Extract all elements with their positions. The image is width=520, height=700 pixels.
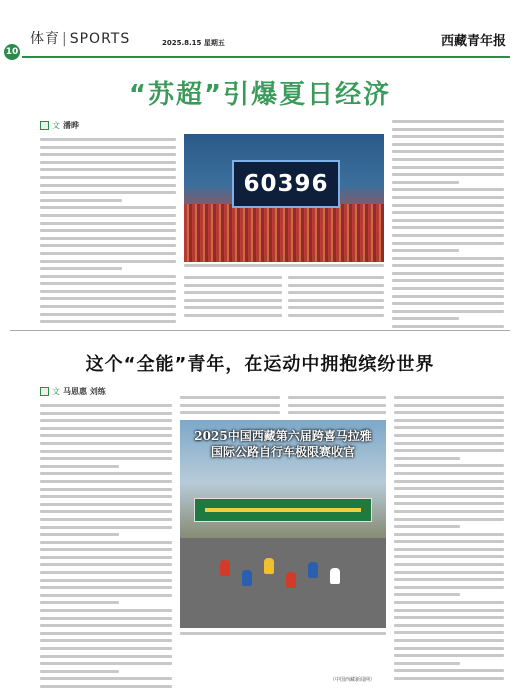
text-line	[392, 150, 504, 153]
text-line	[392, 135, 504, 138]
article2-headline: 这个“全能”青年，在运动中拥抱缤纷世界	[85, 354, 435, 375]
cycling-race-photo	[180, 420, 386, 628]
text-line	[392, 128, 504, 131]
text-line	[40, 214, 176, 217]
text-line	[288, 314, 384, 317]
text-line	[394, 442, 504, 445]
article-divider	[10, 330, 510, 331]
text-line	[394, 510, 504, 513]
text-line	[392, 158, 504, 161]
square-icon	[40, 387, 49, 396]
text-line	[394, 533, 504, 536]
text-line	[40, 434, 172, 437]
article1-headline: “苏超”引爆夏日经济	[128, 80, 392, 110]
text-line	[392, 226, 504, 229]
text-line	[392, 287, 504, 290]
kicker-label: 文	[52, 121, 60, 130]
text-line	[394, 404, 504, 407]
text-line	[392, 219, 504, 222]
text-line	[40, 609, 172, 612]
stadium-photo	[184, 134, 384, 262]
text-line	[40, 412, 172, 415]
section-separator: |	[62, 31, 68, 47]
text-line	[40, 222, 176, 225]
text-line	[288, 284, 384, 287]
text-line	[392, 166, 504, 169]
text-line	[392, 120, 504, 123]
text-line	[288, 396, 386, 399]
article1-column-3	[288, 276, 384, 322]
text-line	[394, 518, 504, 521]
text-line	[40, 563, 172, 566]
text-line	[184, 306, 282, 309]
text-line	[40, 488, 172, 491]
text-line	[40, 601, 119, 604]
stadium-photo-caption	[184, 264, 384, 272]
text-line	[40, 153, 176, 156]
text-line	[394, 495, 504, 498]
text-line	[288, 276, 384, 279]
article1-column-1	[40, 138, 176, 328]
text-line	[394, 472, 504, 475]
section-en: SPORTS	[69, 31, 131, 47]
text-line	[394, 487, 504, 490]
text-line	[184, 291, 282, 294]
section-zh: 体育	[30, 31, 60, 47]
text-line	[394, 449, 504, 452]
text-line	[40, 305, 176, 308]
text-line	[40, 495, 172, 498]
article1-kicker	[40, 120, 79, 131]
article1-column-2	[184, 276, 282, 322]
text-line	[180, 404, 280, 407]
text-line	[288, 299, 384, 302]
text-line	[40, 442, 172, 445]
text-line	[392, 204, 504, 207]
text-line	[392, 173, 504, 176]
text-line	[392, 325, 504, 328]
article2-column-1	[40, 404, 172, 693]
text-line	[394, 677, 504, 680]
text-line	[394, 502, 504, 505]
text-line	[392, 249, 459, 252]
text-line	[394, 647, 504, 650]
text-line	[40, 161, 176, 164]
text-line	[40, 510, 172, 513]
text-line	[40, 639, 172, 642]
text-line	[392, 211, 504, 214]
text-line	[288, 411, 386, 414]
text-line	[392, 234, 504, 237]
text-line	[288, 306, 384, 309]
text-line	[40, 677, 172, 680]
text-line	[394, 434, 504, 437]
article1-column-4	[392, 120, 504, 333]
text-line	[394, 601, 504, 604]
page-header	[0, 0, 520, 60]
photo-credit: （中国西藏新闻网）	[330, 677, 376, 683]
text-line	[40, 419, 172, 422]
text-line	[180, 632, 386, 635]
text-line	[184, 276, 282, 279]
text-line	[394, 457, 460, 460]
issue-date: 2025.8.15 星期五	[162, 39, 225, 47]
text-line	[394, 480, 504, 483]
cycling-photo-caption	[180, 632, 386, 640]
article2-column-2	[180, 396, 280, 419]
text-line	[392, 317, 459, 320]
text-line	[394, 593, 460, 596]
text-line	[184, 284, 282, 287]
text-line	[40, 571, 172, 574]
cycling-title-line-1: 2025中国西藏第六届跨喜马拉雅	[194, 429, 372, 443]
cyclist	[220, 560, 230, 576]
cyclist	[330, 568, 340, 584]
text-line	[392, 257, 504, 260]
text-line	[40, 168, 176, 171]
text-line	[40, 427, 172, 430]
stadium-stands	[184, 204, 384, 262]
text-line	[394, 555, 504, 558]
attendance-scoreboard	[232, 160, 340, 208]
text-line	[40, 579, 172, 582]
text-line	[40, 176, 176, 179]
text-line	[394, 548, 504, 551]
text-line	[40, 146, 176, 149]
text-line	[40, 252, 176, 255]
text-line	[40, 632, 172, 635]
text-line	[40, 586, 172, 589]
article2-author: 马恩惠 刘练	[63, 387, 106, 396]
cyclist	[308, 562, 318, 578]
text-line	[394, 525, 460, 528]
race-road	[180, 538, 386, 628]
text-line	[40, 297, 176, 300]
text-line	[184, 264, 384, 267]
text-line	[394, 426, 504, 429]
text-line	[180, 396, 280, 399]
text-line	[394, 654, 504, 657]
race-banner	[194, 498, 372, 522]
text-line	[40, 320, 176, 323]
text-line	[40, 480, 172, 483]
text-line	[394, 578, 504, 581]
cyclist	[242, 570, 252, 586]
text-line	[40, 450, 172, 453]
text-line	[40, 184, 176, 187]
text-line	[40, 617, 172, 620]
text-line	[288, 291, 384, 294]
text-line	[40, 229, 176, 232]
text-line	[394, 639, 504, 642]
text-line	[40, 199, 122, 202]
article2-kicker	[40, 386, 106, 397]
text-line	[392, 196, 504, 199]
text-line	[394, 419, 504, 422]
text-line	[40, 662, 172, 665]
text-line	[394, 540, 504, 543]
article2-column-3	[288, 396, 386, 419]
text-line	[394, 563, 504, 566]
text-line	[394, 411, 504, 414]
text-line	[40, 655, 172, 658]
text-line	[392, 181, 459, 184]
text-line	[40, 206, 176, 209]
text-line	[40, 237, 176, 240]
text-line	[40, 518, 172, 521]
text-line	[288, 404, 386, 407]
text-line	[40, 260, 176, 263]
text-line	[40, 647, 172, 650]
text-line	[40, 244, 176, 247]
text-line	[394, 616, 504, 619]
text-line	[394, 609, 504, 612]
text-line	[394, 669, 504, 672]
text-line	[180, 411, 280, 414]
text-line	[392, 279, 504, 282]
text-line	[40, 465, 119, 468]
text-line	[392, 310, 504, 313]
text-line	[394, 631, 504, 634]
text-line	[40, 624, 172, 627]
text-line	[392, 143, 504, 146]
article2-column-4	[394, 396, 504, 685]
text-line	[394, 586, 504, 589]
text-line	[40, 670, 119, 673]
text-line	[40, 472, 172, 475]
cyclist	[264, 558, 274, 574]
text-line	[40, 503, 172, 506]
cycling-title-line-2: 国际公路自行车极限赛收官	[210, 445, 355, 459]
text-line	[40, 138, 176, 141]
masthead: 西藏青年报	[440, 34, 506, 49]
text-line	[184, 314, 282, 317]
section-title	[30, 28, 130, 48]
cycling-photo-title	[180, 428, 386, 460]
text-line	[40, 282, 176, 285]
text-line	[40, 533, 119, 536]
header-rule	[22, 56, 510, 58]
text-line	[40, 267, 122, 270]
text-line	[392, 242, 504, 245]
text-line	[394, 464, 504, 467]
text-line	[40, 313, 176, 316]
text-line	[40, 275, 176, 278]
text-line	[40, 526, 172, 529]
text-line	[392, 302, 504, 305]
text-line	[40, 404, 172, 407]
text-line	[40, 457, 172, 460]
text-line	[40, 556, 172, 559]
text-line	[392, 188, 504, 191]
scoreboard-number: 60396	[243, 171, 329, 197]
square-icon	[40, 121, 49, 130]
text-line	[394, 624, 504, 627]
cyclist	[286, 572, 296, 588]
article1-author: 潘晔	[63, 121, 79, 130]
text-line	[392, 272, 504, 275]
text-line	[40, 541, 172, 544]
text-line	[392, 264, 504, 267]
text-line	[40, 594, 172, 597]
text-line	[394, 396, 504, 399]
page-number: 10	[4, 44, 20, 60]
text-line	[40, 290, 176, 293]
text-line	[392, 295, 504, 298]
text-line	[40, 191, 176, 194]
text-line	[394, 662, 460, 665]
kicker-label: 文	[52, 387, 60, 396]
text-line	[394, 571, 504, 574]
text-line	[40, 548, 172, 551]
text-line	[184, 299, 282, 302]
text-line	[40, 685, 172, 688]
